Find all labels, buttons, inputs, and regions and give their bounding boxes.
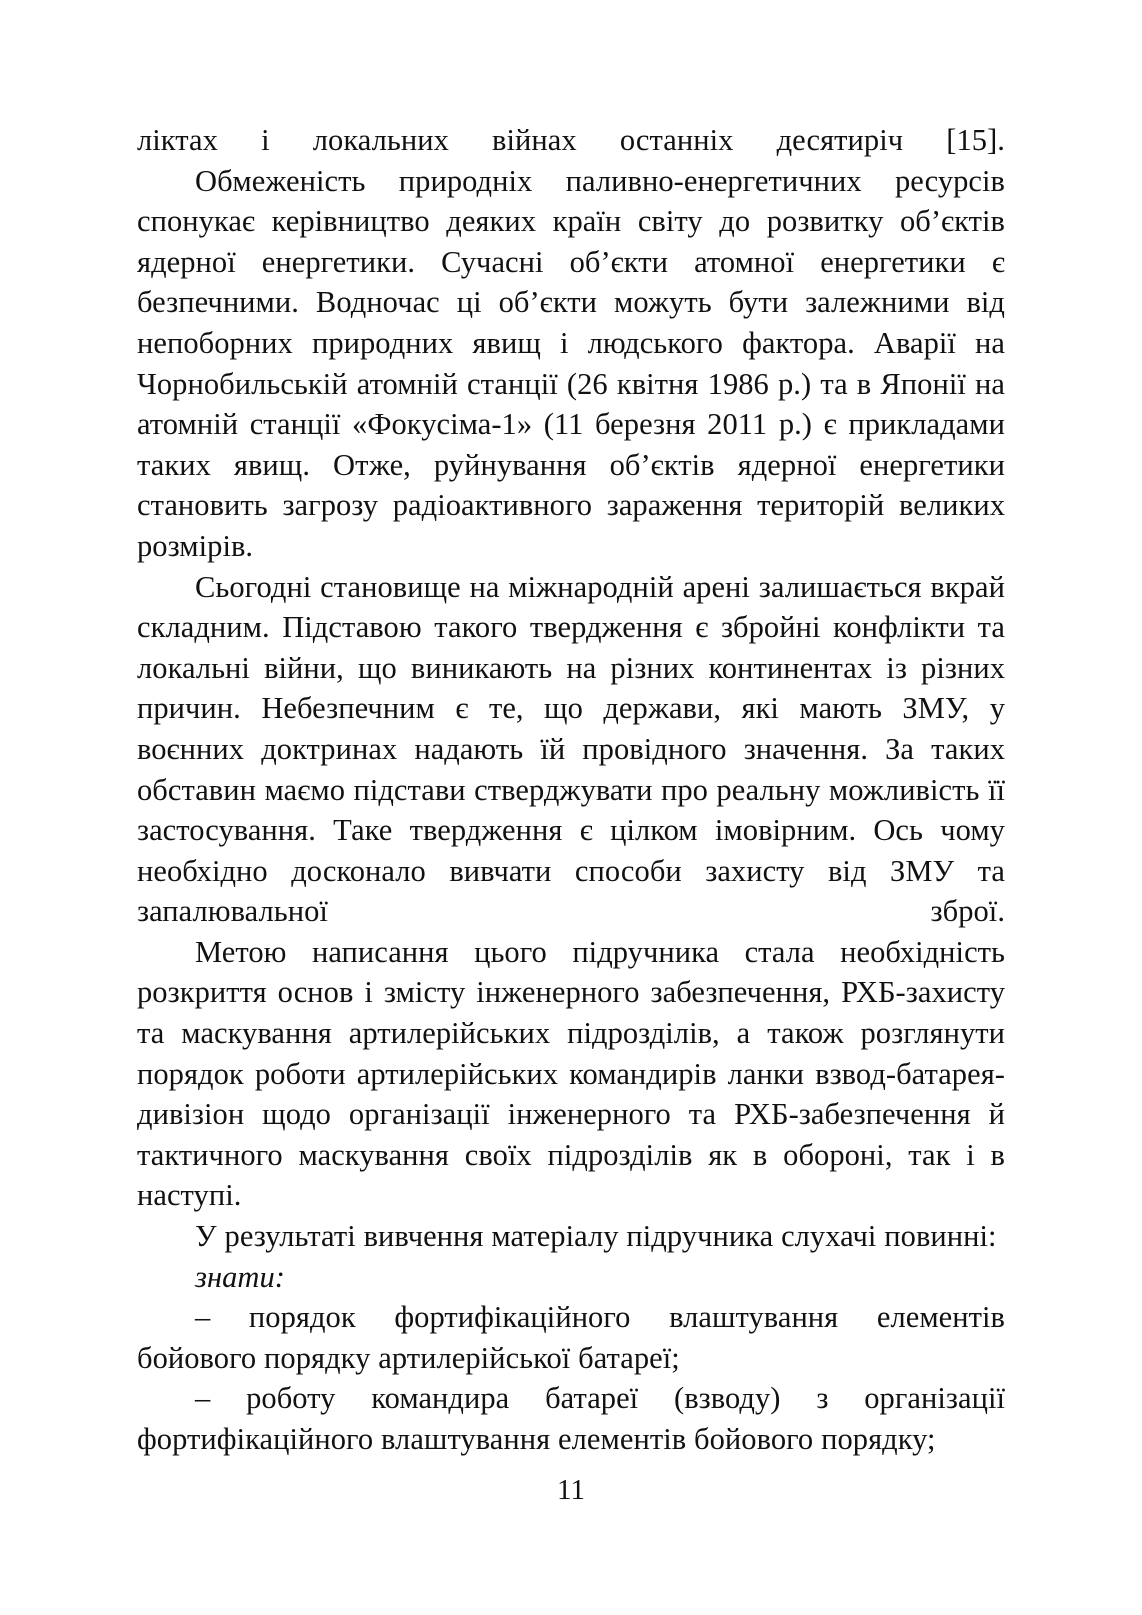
paragraph-learning-outcomes: У результаті вивчення матеріалу підручника слухачі повинні: — [195, 1219, 997, 1254]
page-number: 11 — [557, 1474, 585, 1506]
continuation-line: ліктах і локальних війнах останніх десятиріч [15]. — [137, 123, 1005, 157]
paragraph-international-situation: Сьогодні становище на міжнародній арені залишається вкрай складним. Підставою такого твердження є збройні конфлікти та локальні війни, що виникають на різних континентах із різних причин. Небезпечним є те, що держави, які мають ЗМУ, у воєнних доктринах надають їй провідного значення. За таких обставин маємо підстави стверджувати про реальну можливість її застосування. Таке твердження є цілком імовірним. Ось чому необхідно досконало вивчати способи захисту від ЗМУ та запалювальної зброї. — [137, 569, 1005, 929]
paragraph-energy-resources: Обмеженість природніх паливно-енергетичних ресурсів спонукає керівництво деяких країн світу до розвитку об’єктів ядерної енергетики. Сучасні об’єкти атомної енергетики є безпечними. Водночас ці об’єкти можуть бути залежними від непоборних природних явищ і людського фактора. Аварії на Чорнобильській атомній станції (26 квітня 1986 р.) та в Японії на атомній станції «Фокусіма-1» (11 березня 2011 р.) є прикладами таких явищ. Отже, руйнування об’єктів ядерної енергетики становить загрозу радіоактивного зараження територій великих розмірів. — [137, 163, 1005, 563]
list-item-fortification-order: – порядок фортифікаційного влаштування елементів бойового порядку артилерійської батареї; — [137, 1300, 1005, 1375]
list-item-commander-work: – роботу командира батареї (взводу) з організації фортифікаційного влаштування елементів бойового порядку; — [137, 1381, 1005, 1456]
paragraph-textbook-purpose: Метою написання цього підручника стала необхідність розкриття основ і змісту інженерного забезпечення, РХБ-захисту та маскування артилерійських підрозділів, а також розглянути порядок роботи артилерійських командирів ланки взвод-батарея-дивізіон щодо організації інженерного та РХБ-забезпечення й тактичного маскування своїх підрозділів як в обороні, так і в наступі. — [137, 934, 1005, 1213]
heading-know: знати: — [195, 1259, 286, 1294]
body-text-column — [137, 120, 1005, 1460]
